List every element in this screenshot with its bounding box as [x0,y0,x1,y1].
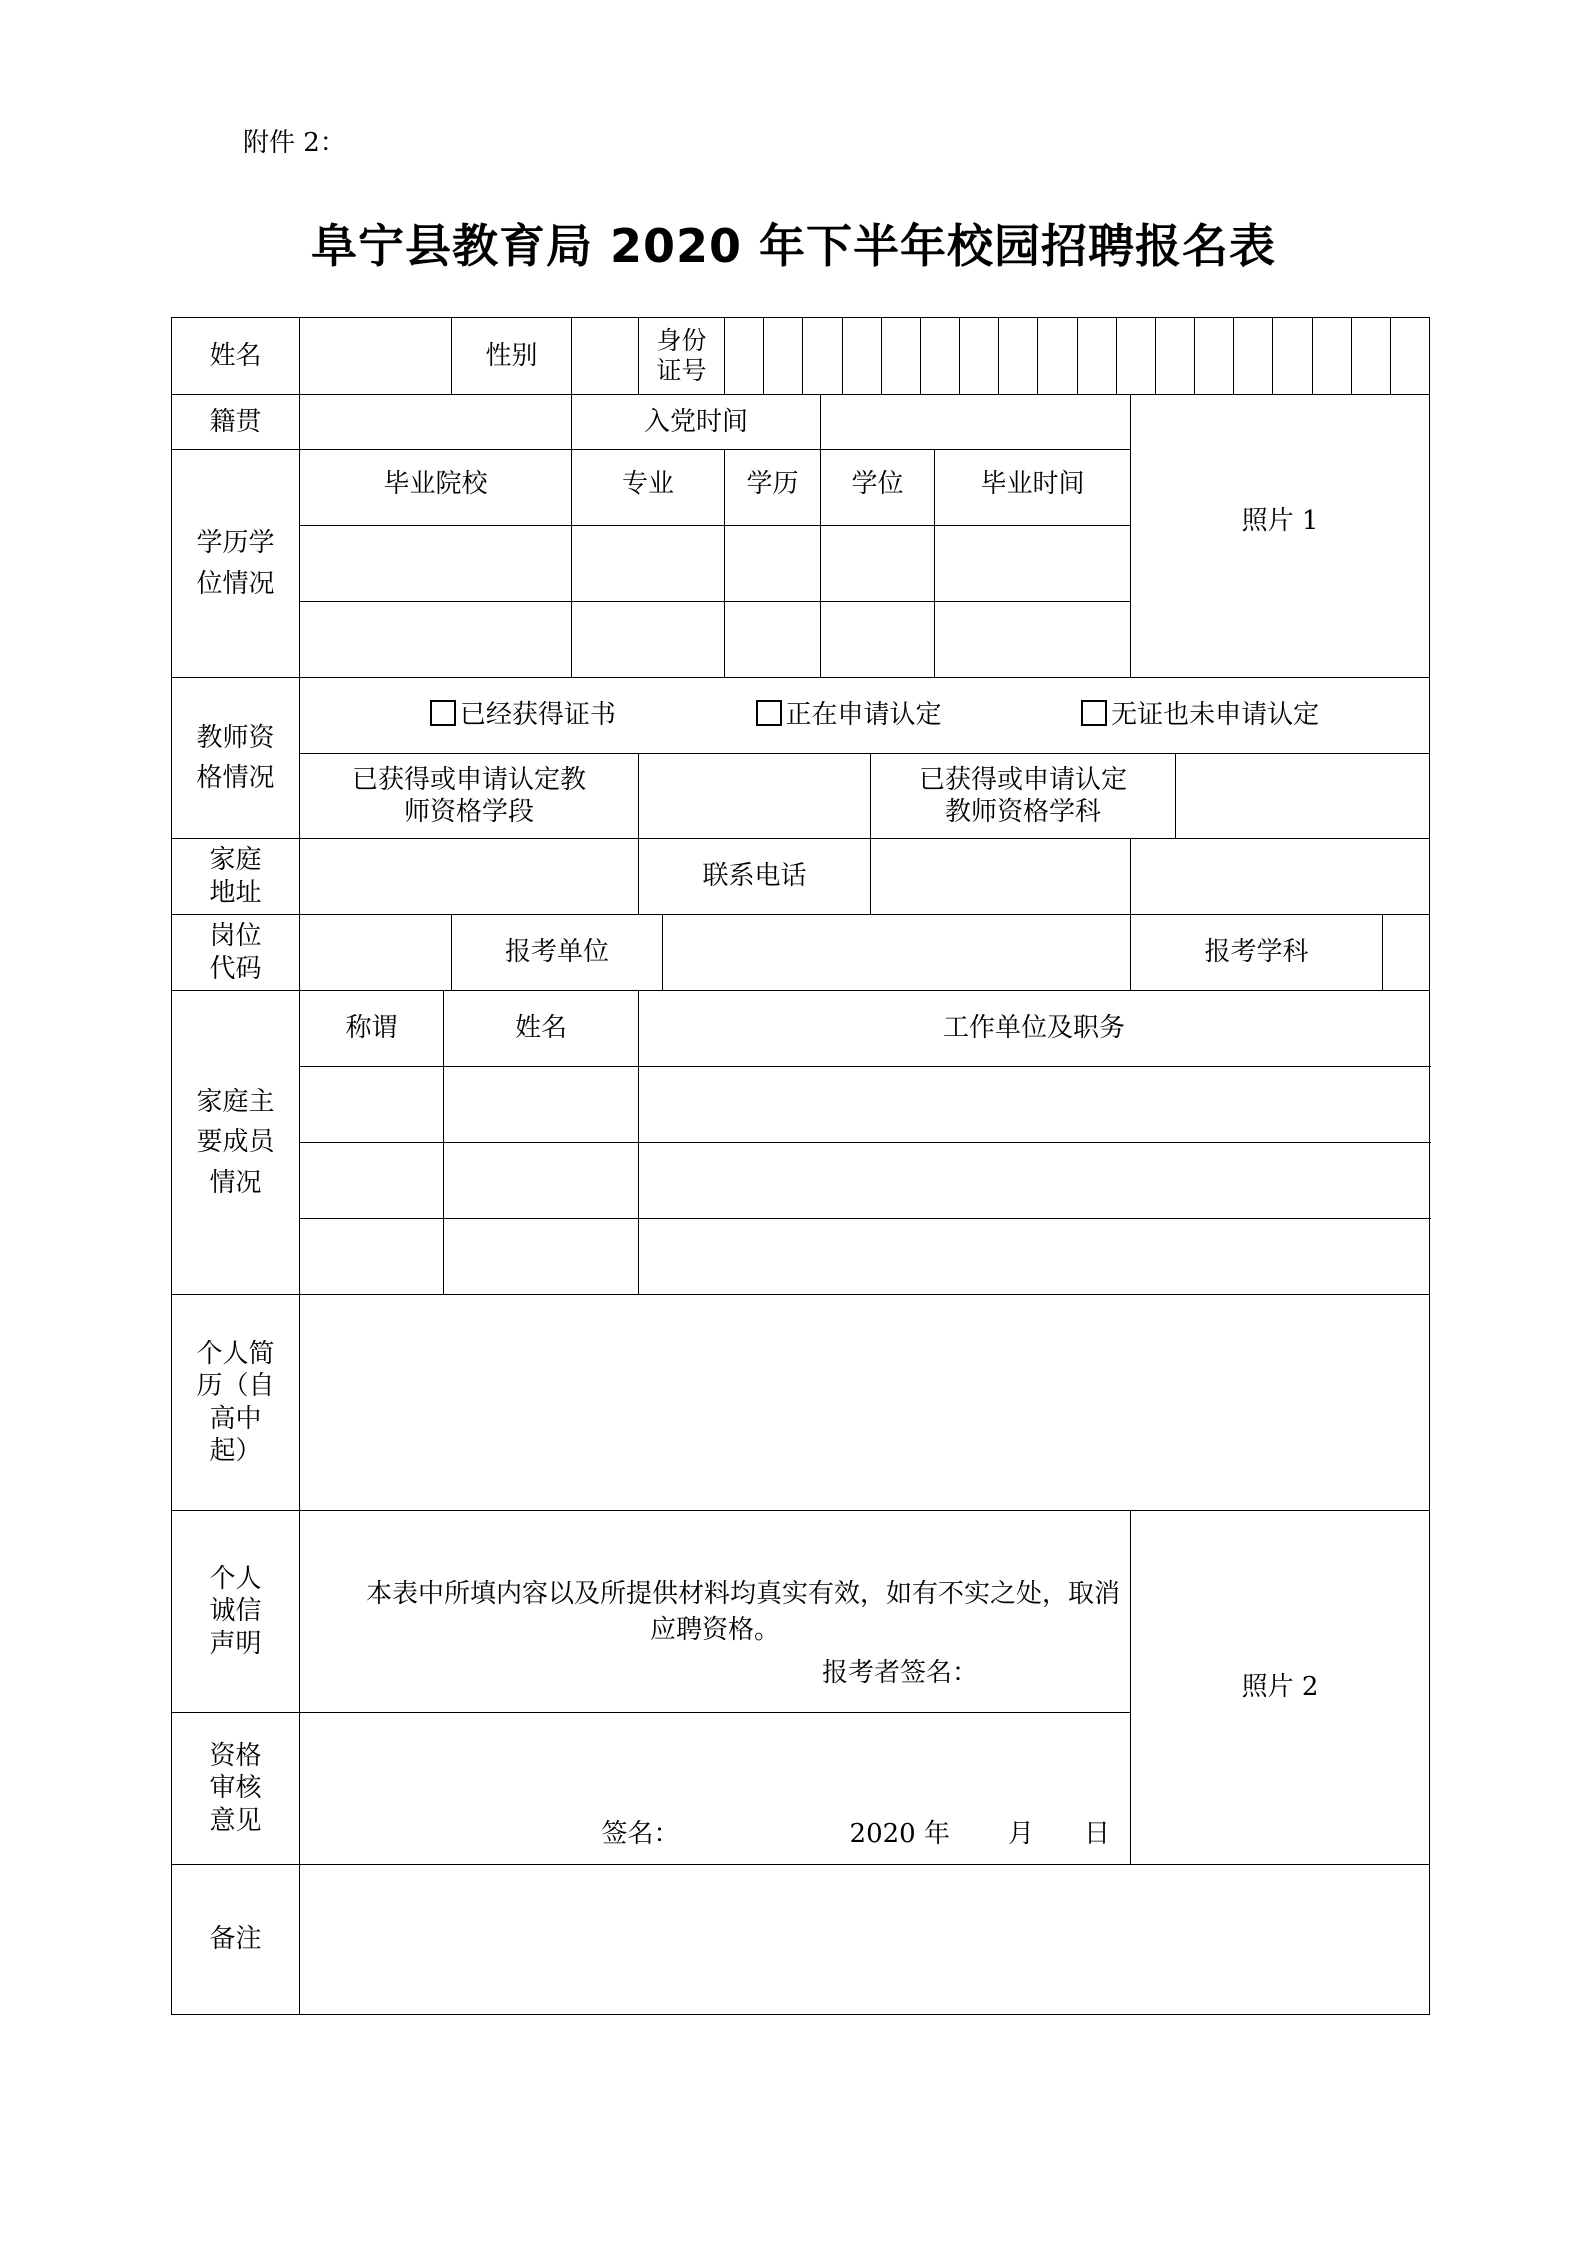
party-join-time-label: 入党时间 [572,395,821,450]
id-digit-box[interactable] [1195,318,1234,394]
id-digit-box[interactable] [1234,318,1273,394]
id-digit-box[interactable] [882,318,921,394]
apply-unit-field[interactable] [663,915,1131,991]
audit-label: 资格审核意见 [172,1713,300,1865]
edu-cell[interactable] [935,526,1131,602]
edu-header-degree-level: 学历 [725,450,821,526]
edu-cell[interactable] [725,526,821,602]
family-cell[interactable] [444,1219,639,1295]
audit-year-label: 2020 年 [849,1818,950,1849]
id-number-boxes[interactable] [725,318,1430,395]
edu-header-grad-time: 毕业时间 [935,450,1131,526]
audit-month-label: 月 [1007,1818,1034,1849]
qual-option-applying[interactable]: 正在申请认定 [756,699,942,732]
qual-option-none[interactable]: 无证也未申请认定 [1081,699,1319,732]
edu-cell[interactable] [821,526,935,602]
family-cell[interactable] [639,1219,1430,1295]
family-cell[interactable] [444,1143,639,1219]
edu-header-degree: 学位 [821,450,935,526]
family-cell[interactable] [300,1067,444,1143]
id-digit-box[interactable] [1352,318,1391,394]
checkbox-icon[interactable] [430,700,456,726]
phone-field[interactable] [871,839,1131,915]
apply-subject-label: 报考学科 [1131,915,1383,991]
photo-2-box[interactable]: 照片 2 [1131,1511,1430,1865]
apply-unit-label: 报考单位 [452,915,663,991]
id-digit-box[interactable] [1038,318,1077,394]
family-cell[interactable] [639,1143,1430,1219]
declaration-text: 本表中所填内容以及所提供材料均真实有效，如有不实之处，取消应聘资格。 [366,1578,1121,1646]
qual-option-obtained[interactable]: 已经获得证书 [430,699,616,732]
edu-cell[interactable] [725,602,821,678]
qual-subject-field[interactable] [1176,754,1430,839]
audit-sign-label: 签名： [601,1818,680,1849]
family-header-name: 姓名 [444,991,639,1067]
name-label: 姓名 [172,318,300,395]
family-header-work: 工作单位及职务 [639,991,1430,1067]
page-title: 阜宁县教育局 2020 年下半年校园招聘报名表 [310,219,1277,273]
attachment-label: 附件 2： [243,128,346,158]
post-code-field[interactable] [300,915,452,991]
id-digit-box[interactable] [764,318,803,394]
home-address-label: 家庭地址 [172,839,300,915]
edu-cell[interactable] [935,602,1131,678]
id-digit-box[interactable] [1117,318,1156,394]
id-digit-box[interactable] [803,318,842,394]
remarks-field[interactable] [300,1865,1430,2015]
audit-block[interactable] [300,1713,1131,1865]
native-place-field[interactable] [300,395,572,450]
resume-field[interactable] [300,1295,1430,1511]
declaration-block [300,1511,1131,1713]
remarks-label: 备注 [172,1865,300,2015]
qual-stage-label: 已获得或申请认定教师资格学段 [300,754,639,839]
gender-field[interactable] [572,318,639,395]
teacher-qual-label: 教师资格情况 [172,678,300,839]
id-digit-box[interactable] [1078,318,1117,394]
id-number-label: 身份证号 [639,318,725,395]
checkbox-icon[interactable] [756,700,782,726]
gender-label: 性别 [452,318,572,395]
edu-cell[interactable] [821,602,935,678]
family-cell[interactable] [639,1067,1430,1143]
post-code-label: 岗位代码 [172,915,300,991]
id-digit-box[interactable] [1156,318,1195,394]
qual-options [300,678,1430,754]
integrity-label: 个人诚信声明 [172,1511,300,1713]
edu-cell[interactable] [572,602,725,678]
edu-header-major: 专业 [572,450,725,526]
id-digit-box[interactable] [1313,318,1352,394]
id-digit-box[interactable] [960,318,999,394]
id-digit-box[interactable] [999,318,1038,394]
photo-1-box[interactable]: 照片 1 [1131,395,1430,678]
registration-form [171,317,1430,2015]
home-address-field[interactable] [300,839,639,915]
family-cell[interactable] [444,1067,639,1143]
party-join-time-field[interactable] [821,395,1131,450]
id-digit-box[interactable] [1391,318,1429,394]
edu-cell[interactable] [300,526,572,602]
native-place-label: 籍贯 [172,395,300,450]
name-field[interactable] [300,318,452,395]
education-label: 学历学位情况 [172,450,300,678]
applicant-signature-label: 报考者签名： [822,1657,979,1688]
id-digit-box[interactable] [725,318,764,394]
checkbox-icon[interactable] [1081,700,1107,726]
id-digit-box[interactable] [1273,318,1312,394]
edu-header-school: 毕业院校 [300,450,572,526]
phone-label: 联系电话 [639,839,871,915]
edu-cell[interactable] [572,526,725,602]
extra-field[interactable] [1131,839,1430,915]
apply-subject-field[interactable] [1383,915,1430,991]
family-cell[interactable] [300,1143,444,1219]
audit-day-label: 日 [1084,1818,1111,1849]
family-cell[interactable] [300,1219,444,1295]
id-digit-box[interactable] [843,318,882,394]
edu-cell[interactable] [300,602,572,678]
family-label: 家庭主要成员情况 [172,991,300,1295]
qual-subject-label: 已获得或申请认定教师资格学科 [871,754,1176,839]
family-header-relation: 称谓 [300,991,444,1067]
resume-label: 个人简历（自高中起） [172,1295,300,1511]
id-digit-box[interactable] [921,318,960,394]
qual-stage-field[interactable] [639,754,871,839]
id-digit-boxes[interactable] [725,318,1429,394]
